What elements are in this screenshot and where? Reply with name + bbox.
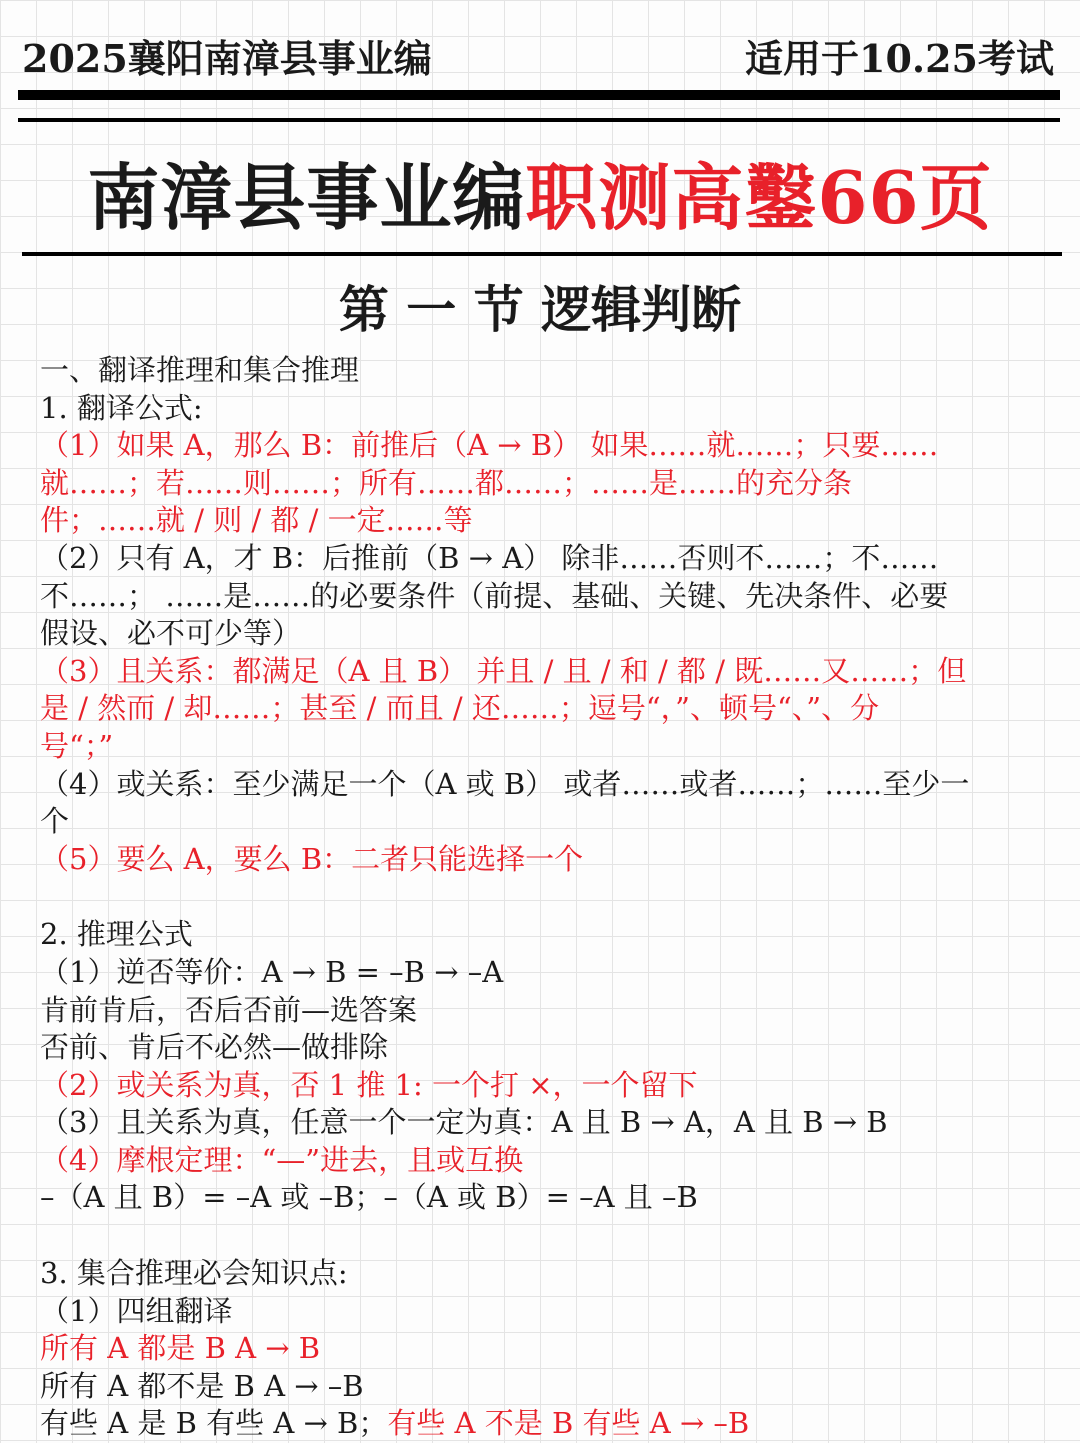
spacer <box>40 878 1050 916</box>
heading-translation-reasoning: 一、翻译推理和集合推理 <box>40 353 360 387</box>
main-title-red: 职测高鑿66页 <box>525 155 993 240</box>
rule-line-mixed <box>40 1405 1050 1443</box>
rule-line: 件；……就 / 则 / 都 / 一定……等 <box>40 503 473 538</box>
spacer <box>40 1217 1050 1255</box>
rule-line: 肯前肯后，否后否前—选答案 <box>40 992 418 1027</box>
subheading-reasoning-formula: 2. 推理公式 <box>40 917 193 952</box>
rule-line: （3）且关系：都满足（A 且 B） 并且 / 且 / 和 / 都 / 既……又……；但 <box>40 653 967 688</box>
subheading-translation-formula: 1. 翻译公式: <box>40 390 203 425</box>
subheading-set-reasoning: 3. 集合推理必会知识点: <box>40 1256 348 1291</box>
rule-line: 所有 A 都不是 B A → –B <box>40 1368 364 1403</box>
header-thick-rule <box>18 90 1060 100</box>
rule-line: –（A 且 B）= –A 或 –B；–（A 或 B）= –A 且 –B <box>40 1180 698 1215</box>
header-series-title: 2025襄阳南漳县事业编 <box>22 36 432 81</box>
main-title-black: 南漳县事业编 <box>87 155 526 240</box>
rule-line: 个 <box>40 804 70 839</box>
rule-line: （2）只有 A，才 B：后推前（B → A） 除非……否则不……；不…… <box>40 540 939 575</box>
rule-line: 不……； ……是……的必要条件（前提、基础、关键、先决条件、必要 <box>40 578 949 613</box>
rule-line: 号“；” <box>40 728 114 763</box>
content-body <box>40 352 1050 1443</box>
rule-line: 假设、必不可少等） <box>40 616 302 651</box>
section-title: 第 一 节 逻辑判断 <box>338 280 742 339</box>
rule-line: （5）要么 A，要么 B：二者只能选择一个 <box>40 841 584 876</box>
rule-line: （2）或关系为真，否 1 推 1: 一个打 ×，一个留下 <box>40 1067 698 1102</box>
rule-line: （1）逆否等价：A → B = –B → –A <box>40 954 504 989</box>
rule-line: 所有 A 都是 B A → B <box>40 1331 321 1366</box>
rule-segment-red: 有些 A 不是 B 有些 A → –B <box>387 1406 750 1441</box>
title-underline-rule <box>22 252 1062 256</box>
rule-line: （1）四组翻译 <box>40 1293 233 1328</box>
rule-segment-black: 有些 A 是 B 有些 A → B； <box>40 1406 388 1441</box>
rule-line: （4）或关系：至少满足一个（A 或 B） 或者……或者……；……至少一 <box>40 766 970 801</box>
rule-line: （1）如果 A，那么 B：前推后（A → B） 如果……就……；只要…… <box>40 428 939 463</box>
rule-line: （3）且关系为真，任意一个一定为真：A 且 B → A，A 且 B → B <box>40 1105 888 1140</box>
rule-line: 是 / 然而 / 却……；甚至 / 而且 / 还……；逗号“，”、顿号“、”、分 <box>40 691 880 726</box>
rule-line: 就……；若……则……；所有……都……；……是……的充分条 <box>40 465 853 500</box>
rule-line: 否前、肯后不必然—做排除 <box>40 1030 389 1065</box>
main-title <box>0 140 1080 244</box>
header-exam-date: 适用于10.25考试 <box>745 36 1054 81</box>
rule-line: （4）摩根定理：“—”进去，且或互换 <box>40 1142 524 1177</box>
header-thin-rule <box>18 118 1060 122</box>
